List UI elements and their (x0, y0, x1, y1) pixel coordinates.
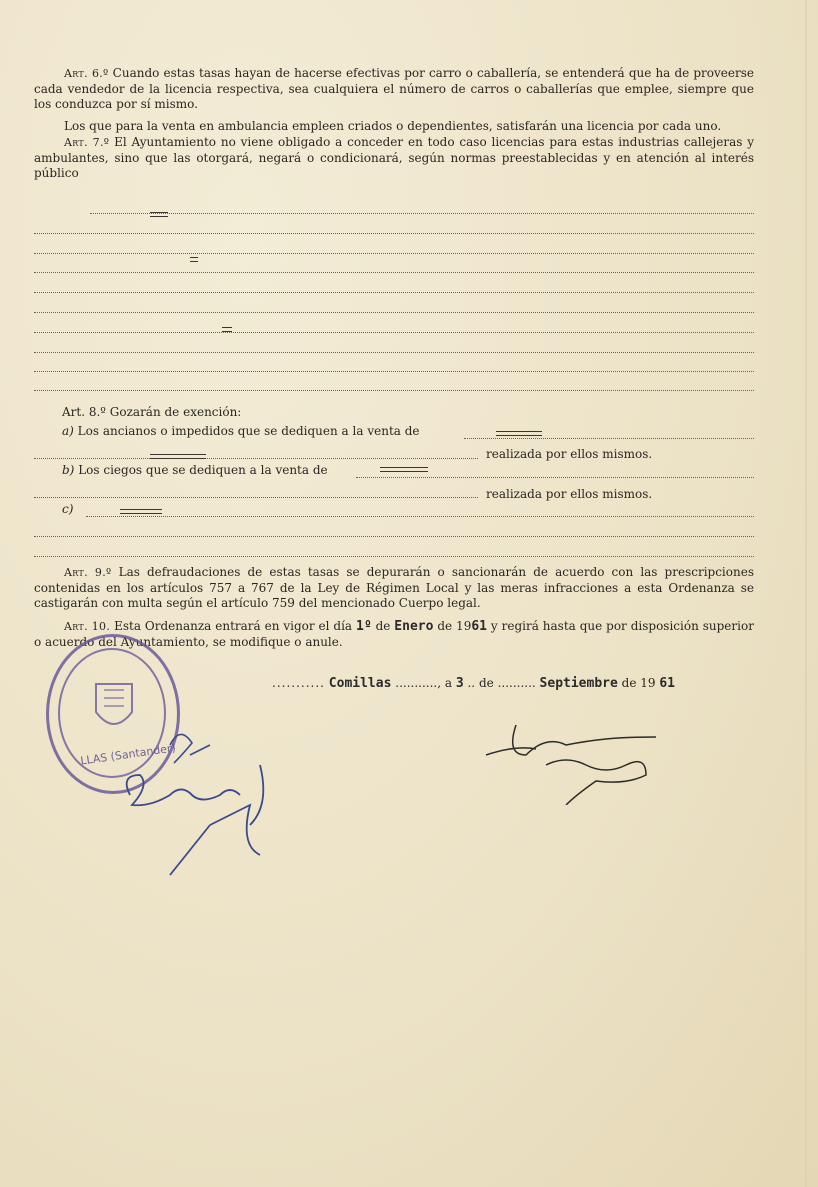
art8-b-end: realizada por ellos mismos. (486, 487, 653, 501)
blank-line (356, 477, 754, 478)
blank-line (90, 213, 754, 214)
redaction-mark (150, 454, 206, 459)
blank-line (34, 253, 754, 254)
date-de: de (478, 676, 494, 690)
blank-line (34, 272, 754, 273)
art8-label: Art. 8.º (62, 405, 106, 419)
date-de19: de 19 (621, 676, 656, 690)
blank-line (464, 438, 754, 439)
art8-a-text: Los ancianos o impedidos que se dediquen a la venta de (77, 424, 420, 438)
art8-intro: Gozarán de exención: (109, 405, 242, 419)
art6-paragraph2: Los que para la venta en ambulancia empleen criados o dependientes, satisfarán una licencia por cada uno. (64, 119, 722, 133)
blank-line (34, 233, 754, 234)
art7-paragraph (34, 135, 754, 182)
blank-line (34, 371, 754, 372)
art10-text-2: de (375, 619, 391, 633)
art9-text: Las defraudaciones de estas tasas se depurarán o sancionarán de acuerdo con las prescripciones contenidas en los artículos 757 a 767 de la Ley de Régimen Local y las meras infracciones a esta Ordenanza se castigarán con multa según el artículo 759 del mencionado Cuerpo legal. (34, 565, 754, 610)
date-a: a (444, 676, 452, 690)
art8-item-b (62, 463, 328, 478)
blank-line (86, 516, 754, 517)
art10-text-1: Esta Ordenanza entrará en vigor el día (114, 619, 353, 633)
blank-line (34, 497, 478, 498)
secretario-signature (476, 715, 686, 805)
art8-c-letter: c) (62, 502, 74, 516)
art8-b-letter: b) (62, 463, 75, 477)
art10-month: Enero (394, 619, 434, 634)
date-year: 61 (659, 676, 676, 691)
blank-line (34, 536, 754, 537)
art9-label: Art. 9.º (64, 566, 112, 579)
art8-item-a (62, 424, 420, 439)
redaction-mark (496, 431, 542, 436)
art8-item-c (62, 502, 73, 517)
art10-label: Art. 10. (64, 620, 111, 633)
date-month: Septiembre (539, 676, 618, 691)
blank-line (34, 312, 754, 313)
redaction-mark (120, 509, 162, 514)
date-day: 3 (455, 676, 464, 691)
blank-line (34, 458, 478, 459)
blank-line (34, 292, 754, 293)
art6-text: Cuando estas tasas hayan de hacerse efectivas por carro o caballería, se entenderá que ha de proveerse cada vendedor de la licencia respectiva, sea cualquiera el número de carros o caballerías que emplee, siempre que los conduzca por sí mismo. (34, 66, 754, 111)
redaction-mark (150, 212, 168, 217)
art6-paragraph (34, 66, 754, 113)
art10-text-3: de 19 (437, 619, 472, 633)
stamp-text: LLAS (Santander) (79, 741, 177, 768)
art7-label: Art. 7.º (64, 136, 110, 149)
art10-day: 1º (356, 619, 372, 634)
redaction-mark (190, 257, 198, 262)
date-line: ........... Comillas ..........., a 3 .. de .......... Septiembre de 19 61 (272, 676, 676, 691)
art7-text: El Ayuntamiento no viene obligado a conceder en todo caso licencias para estas industrias callejeras y ambulantes, sino que las otorgará, negará o condicionará, según normas preestablecidas y en atención al interés público (34, 135, 755, 180)
blank-line (34, 390, 754, 391)
art8-heading (62, 405, 241, 420)
blank-line (34, 332, 754, 333)
date-place: Comillas (328, 676, 392, 691)
blank-line (34, 352, 754, 353)
art10-year: 61 (471, 619, 487, 634)
art8-a-letter: a) (62, 424, 74, 438)
art8-b-text: Los ciegos que se dediquen a la venta de (78, 463, 328, 477)
blank-line (34, 556, 754, 557)
art6-label: Art. 6.º (64, 67, 109, 80)
fold-crease (805, 0, 807, 1187)
art8-a-end: realizada por ellos mismos. (486, 447, 653, 461)
alcalde-signature (110, 715, 310, 885)
redaction-mark (380, 467, 428, 472)
art9-paragraph (34, 565, 754, 612)
art10-text-4: y regirá hasta que por disposición superior o acuerdo del Ayuntamiento, se modifique o anule. (34, 619, 754, 649)
